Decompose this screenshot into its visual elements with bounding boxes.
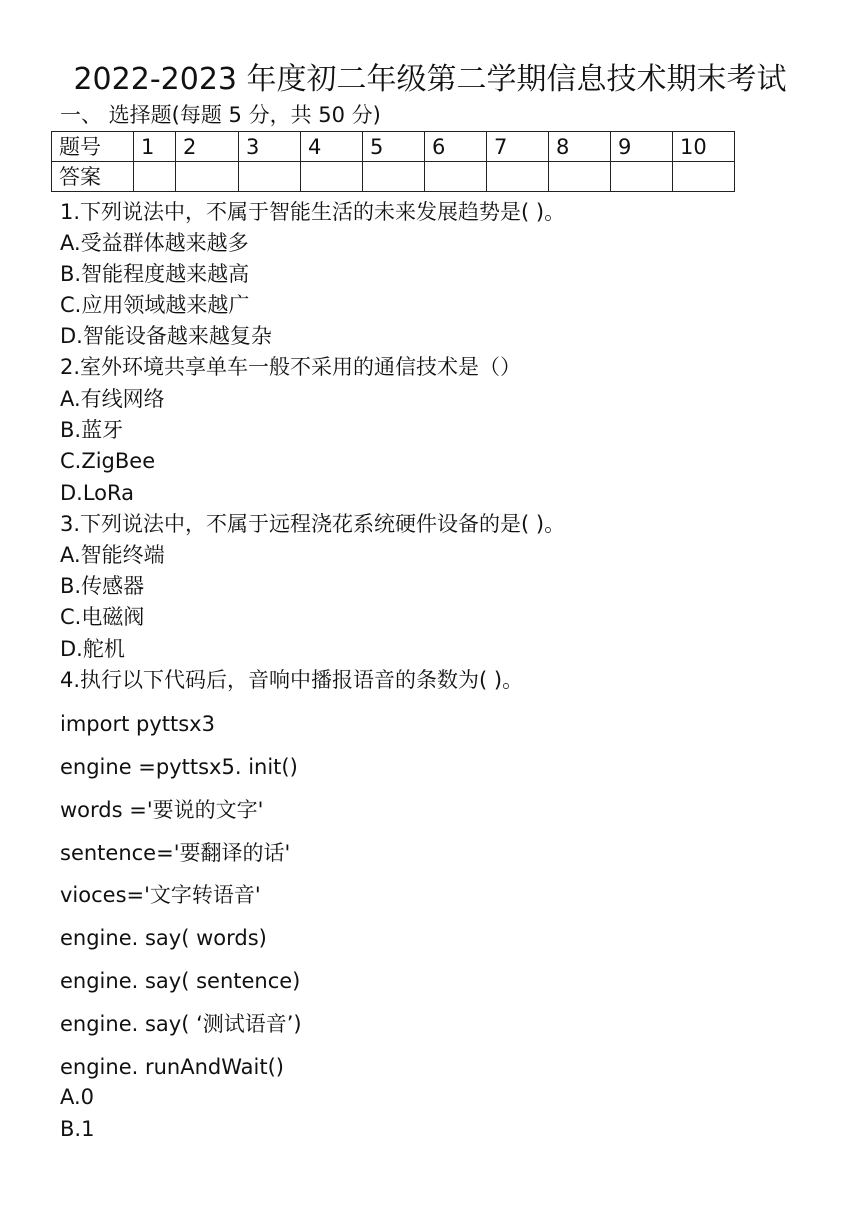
number-cell: 4 (301, 132, 363, 162)
question-1-stem: 1.下列说法中，不属于智能生活的未来发展趋势是( )。 (60, 200, 566, 224)
question-2-option-d: D.LoRa (60, 481, 135, 505)
answer-cell[interactable] (239, 162, 301, 192)
answer-cell[interactable] (176, 162, 239, 192)
row-header-answer: 答案 (52, 162, 134, 192)
question-1-option-b: B.智能程度越来越高 (60, 262, 250, 286)
number-cell: 6 (425, 132, 487, 162)
code-line: engine. say( ‘测试语音’) (60, 1012, 302, 1036)
number-cell: 9 (611, 132, 673, 162)
question-1-option-d: D.智能设备越来越复杂 (60, 324, 272, 348)
row-header-number: 题号 (52, 132, 134, 162)
question-1-option-a: A.受益群体越来越多 (60, 231, 249, 255)
table-row-number (52, 132, 735, 162)
exam-title: 2022-2023 年度初二年级第二学期信息技术期末考试 (73, 62, 787, 97)
code-line: words ='要说的文字' (60, 798, 264, 822)
number-cell: 3 (239, 132, 301, 162)
code-line: import pyttsx3 (60, 712, 215, 736)
number-cell: 2 (176, 132, 239, 162)
number-cell: 1 (134, 132, 176, 162)
code-line: engine. say( sentence) (60, 969, 301, 993)
code-line: engine. runAndWait() (60, 1055, 284, 1079)
answer-cell[interactable] (549, 162, 611, 192)
question-4-option-a: A.0 (60, 1085, 95, 1109)
question-4-stem: 4.执行以下代码后，音响中播报语音的条数为( )。 (60, 668, 524, 692)
question-2-option-a: A.有线网络 (60, 387, 165, 411)
question-1-option-c: C.应用领域越来越广 (60, 293, 250, 317)
question-3-option-a: A.智能终端 (60, 543, 165, 567)
answer-cell[interactable] (134, 162, 176, 192)
question-3-option-b: B.传感器 (60, 574, 145, 598)
answer-cell[interactable] (611, 162, 673, 192)
question-3-option-c: C.电磁阀 (60, 605, 145, 629)
question-2-option-c: C.ZigBee (60, 449, 156, 473)
code-line: engine. say( words) (60, 926, 267, 950)
answer-cell[interactable] (425, 162, 487, 192)
code-line: engine =pyttsx5. init() (60, 755, 298, 779)
answer-cell[interactable] (363, 162, 425, 192)
number-cell: 7 (487, 132, 549, 162)
code-line: vioces='文字转语音' (60, 883, 261, 907)
answer-table (51, 131, 735, 192)
section-heading: 一、 选择题(每题 5 分，共 50 分) (60, 103, 381, 127)
code-line: sentence='要翻译的话' (60, 841, 291, 865)
question-2-stem: 2.室外环境共享单车一般不采用的通信技术是（） (60, 355, 522, 379)
answer-cell[interactable] (673, 162, 735, 192)
number-cell: 10 (673, 132, 735, 162)
question-3-option-d: D.舵机 (60, 637, 125, 661)
number-cell: 8 (549, 132, 611, 162)
answer-cell[interactable] (487, 162, 549, 192)
question-2-option-b: B.蓝牙 (60, 418, 124, 442)
table-row-answer (52, 162, 735, 192)
question-4-option-b: B.1 (60, 1117, 95, 1141)
answer-cell[interactable] (301, 162, 363, 192)
number-cell: 5 (363, 132, 425, 162)
question-3-stem: 3.下列说法中，不属于远程浇花系统硬件设备的是( )。 (60, 512, 566, 536)
